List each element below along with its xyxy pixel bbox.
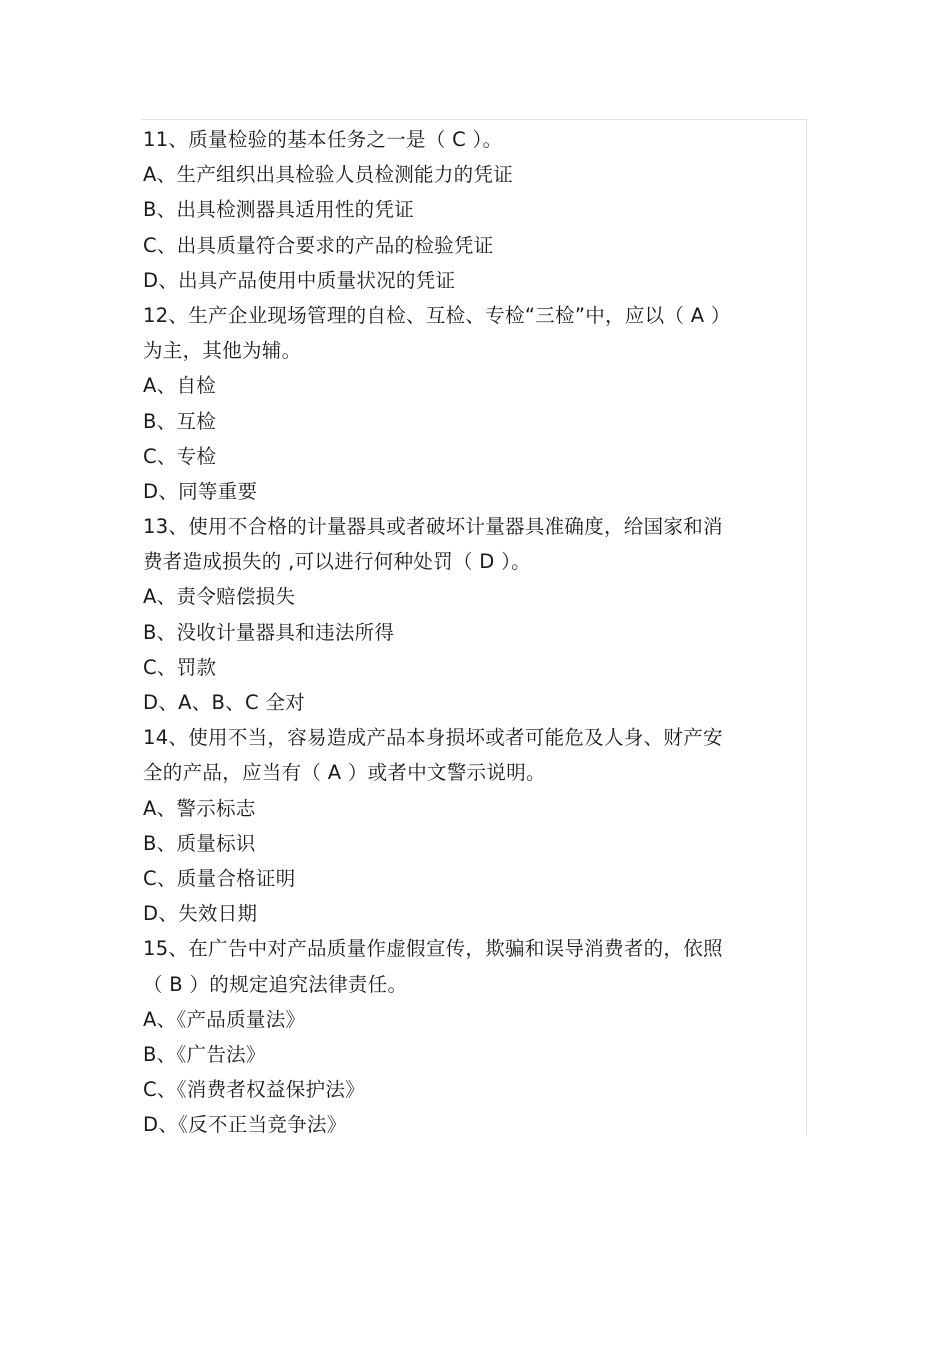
option-a: A、生产组织出具检验人员检测能力的凭证 xyxy=(143,163,514,187)
option-d: D、《反不正当竞争法》 xyxy=(143,1113,347,1137)
option-b: B、质量标识 xyxy=(143,831,256,855)
option-c: C、专检 xyxy=(143,444,217,468)
option-b: B、互检 xyxy=(143,409,217,433)
option-c: C、出具质量符合要求的产品的检验凭证 xyxy=(143,233,494,257)
question-12: 12、生产企业现场管理的自检、互检、专检“三检”中，应以（ A ） xyxy=(143,303,731,327)
option-c: C、罚款 xyxy=(143,655,217,679)
question-14: 14、使用不当，容易造成产品本身损坏或者可能危及人身、财产安 xyxy=(143,726,723,750)
option-d: D、出具产品使用中质量状况的凭证 xyxy=(143,268,456,292)
option-c: C、《消费者权益保护法》 xyxy=(143,1078,365,1102)
question-13: 13、使用不合格的计量器具或者破坏计量器具准确度，给国家和消 xyxy=(143,515,723,539)
question-11: 11、质量检验的基本任务之一是（ C ）。 xyxy=(143,128,503,151)
question-13-continued: 费者造成损失的 ,可以进行何种处罚（ D ）。 xyxy=(143,550,531,574)
question-list xyxy=(143,122,813,1142)
option-c: C、质量合格证明 xyxy=(143,866,296,890)
option-a: A、责令赔偿损失 xyxy=(143,585,296,609)
question-15-continued: （ B ）的规定追究法律责任。 xyxy=(143,972,408,996)
option-a: A、《产品质量法》 xyxy=(143,1007,306,1031)
question-12-continued: 为主，其他为辅。 xyxy=(143,339,302,363)
option-d: D、失效日期 xyxy=(143,902,258,926)
question-15: 15、在广告中对产品质量作虚假宣传，欺骗和误导消费者的，依照 xyxy=(143,937,723,961)
question-14-continued: 全的产品，应当有（ A ）或者中文警示说明。 xyxy=(143,761,546,785)
option-a: A、自检 xyxy=(143,374,217,398)
option-b: B、没收计量器具和违法所得 xyxy=(143,620,395,644)
option-b: B、《广告法》 xyxy=(143,1042,266,1066)
option-d: D、同等重要 xyxy=(143,479,258,503)
option-a: A、警示标志 xyxy=(143,796,256,820)
option-d: D、A、B、C 全对 xyxy=(143,691,306,714)
option-b: B、出具检测器具适用性的凭证 xyxy=(143,198,415,222)
